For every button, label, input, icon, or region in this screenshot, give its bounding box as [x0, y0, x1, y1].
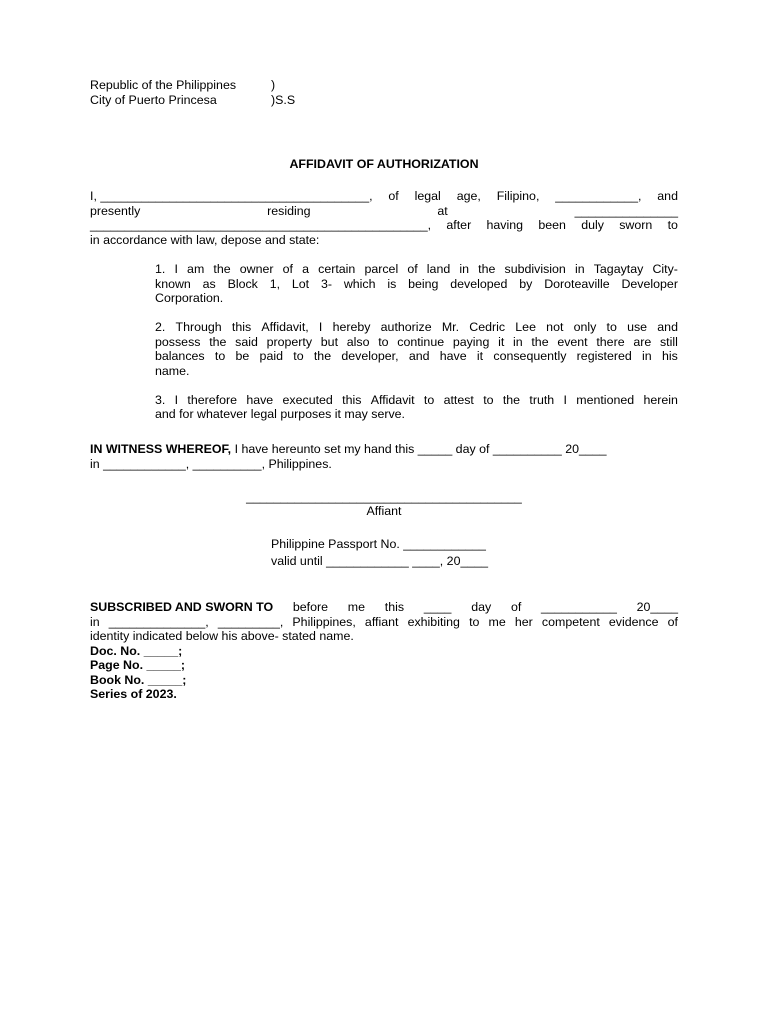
word: after: [446, 218, 472, 232]
word: in: [574, 262, 585, 276]
jurat-block: [90, 600, 678, 702]
signature-line: ________________________________________: [246, 490, 522, 504]
item-line: [155, 393, 678, 408]
word: at: [437, 203, 448, 218]
word: by: [519, 276, 533, 291]
word: to: [214, 349, 226, 363]
word: sworn: [619, 218, 653, 232]
word: be: [235, 349, 250, 363]
word: the: [209, 334, 227, 349]
word: Affidavit: [370, 392, 415, 407]
item-line: [155, 335, 678, 350]
word: to: [293, 349, 304, 363]
venue-country: Republic of the Philippines: [90, 78, 237, 92]
word: paid: [259, 349, 283, 363]
word: is: [387, 276, 397, 291]
witness-text: I have hereunto set my hand this _____ day of __________ 20____: [231, 442, 607, 456]
jurat-line-1: [90, 600, 678, 615]
word: this: [231, 320, 252, 334]
word: Filipino,: [496, 189, 540, 203]
jurat-line-2: [90, 615, 678, 630]
word: said: [235, 334, 258, 349]
intro-line-3: [90, 218, 678, 233]
word: 1,: [269, 276, 281, 291]
word: before: [292, 600, 329, 614]
word: in: [512, 334, 523, 349]
word: duly: [581, 218, 604, 232]
word: which: [343, 276, 376, 291]
word: 1.: [155, 262, 166, 276]
numbered-items: [155, 262, 678, 436]
word: possess: [155, 334, 201, 349]
word: been: [538, 218, 566, 232]
witness-clause: [90, 442, 678, 471]
series-year: Series of 2023.: [90, 687, 177, 701]
word: property: [266, 334, 313, 349]
book-number: Book No. _____;: [90, 672, 187, 687]
passport-block: [271, 536, 488, 569]
word: _________________________________________________,: [90, 218, 432, 232]
word: developer,: [341, 349, 399, 363]
item-line: [155, 320, 678, 335]
word: of: [388, 189, 399, 203]
word: the: [313, 349, 332, 363]
word: I: [174, 262, 178, 276]
word: land: [426, 262, 451, 276]
word: Developer: [621, 276, 678, 291]
item-2: [155, 320, 678, 378]
word: have: [246, 392, 274, 407]
word: Through: [175, 320, 222, 334]
word: in: [459, 262, 470, 276]
word: _________,: [217, 614, 284, 629]
word: but: [320, 334, 339, 349]
word: Mr.: [441, 320, 460, 334]
word: being: [408, 276, 439, 291]
word: to: [469, 614, 480, 629]
word: known: [155, 276, 191, 291]
word: hereby: [332, 320, 371, 334]
word: Lot: [291, 276, 310, 291]
word: consequently: [493, 349, 567, 363]
word: and: [657, 320, 678, 334]
word: registered: [576, 349, 632, 363]
word: 2.: [155, 320, 166, 334]
witness-line-1: [90, 442, 678, 457]
word: his: [661, 349, 678, 363]
word: this: [384, 600, 405, 614]
word: executed: [282, 392, 333, 407]
item-3: [155, 393, 678, 422]
word: a: [302, 262, 309, 276]
word: also: [346, 334, 370, 349]
word: in: [642, 349, 652, 363]
doc-number: Doc. No. _____;: [90, 643, 183, 658]
word: developed: [450, 276, 508, 291]
word: 3.: [155, 392, 166, 407]
intro-paragraph: [90, 189, 678, 247]
word: me: [347, 600, 366, 614]
word: only: [573, 320, 597, 334]
word: 20____: [636, 600, 678, 614]
word: the: [213, 262, 231, 276]
witness-line-2: in ____________, __________, Philippines.: [90, 456, 332, 471]
passport-validity-line: valid until ____________ ____, 20____: [271, 553, 489, 568]
word: to: [378, 334, 389, 349]
word: I, _______________________________________,: [90, 189, 373, 203]
word: attest: [443, 392, 474, 407]
word: competent: [541, 614, 600, 629]
intro-line-1: [90, 189, 678, 204]
word: authorize: [380, 320, 432, 334]
word: of: [510, 600, 522, 614]
word: City-: [652, 262, 678, 276]
word: subdivision: [504, 262, 566, 276]
word: her: [514, 614, 533, 629]
jurat-line-3: identity indicated below his above- stated name.: [90, 629, 354, 643]
word: continue: [397, 334, 445, 349]
word: Philippines,: [292, 614, 356, 629]
word: it: [476, 349, 484, 363]
word: I: [563, 392, 567, 407]
word: Block: [227, 276, 258, 291]
word: it: [498, 334, 505, 349]
venue-line: [90, 78, 276, 93]
word: event: [557, 334, 588, 349]
intro-line-2: [90, 204, 678, 219]
word: day: [471, 600, 492, 614]
word: to: [606, 320, 617, 334]
word: evidence: [608, 614, 659, 629]
word: to: [667, 218, 678, 232]
word: affiant: [364, 614, 399, 629]
word: the: [531, 334, 549, 349]
word: exhibiting: [407, 614, 460, 629]
word: ____________,: [555, 189, 642, 203]
word: Affidavit,: [261, 320, 309, 334]
word: owner: [239, 262, 274, 276]
word: and: [657, 189, 678, 203]
word: to: [423, 392, 435, 407]
intro-line-4: in accordance with law, depose and state:: [90, 232, 320, 247]
word: of: [282, 262, 293, 276]
word: Tagaytay: [593, 262, 644, 276]
word: this: [342, 392, 362, 407]
word: SUBSCRIBED AND SWORN TO: [90, 600, 274, 614]
item-line: and for whatever legal purposes it may serve.: [155, 407, 406, 421]
word: in: [90, 614, 100, 629]
passport-number-line: Philippine Passport No. ____________: [271, 537, 486, 551]
word: paying: [452, 334, 490, 349]
word: have: [439, 349, 467, 363]
word: me: [488, 614, 506, 629]
word: the: [502, 392, 521, 407]
word: of: [407, 262, 418, 276]
item-line: Corporation.: [155, 291, 224, 305]
word: certain: [318, 262, 356, 276]
venue-ss: )S.S: [271, 92, 296, 107]
venue-block: [90, 78, 296, 107]
word: I: [318, 320, 323, 334]
word: am: [187, 262, 205, 276]
word: legal: [414, 189, 441, 203]
venue-city: City of Puerto Princesa: [90, 92, 217, 107]
word: ______________,: [108, 614, 209, 629]
word: balances: [155, 349, 205, 363]
document-title: AFFIDAVIT OF AUTHORIZATION: [289, 157, 479, 171]
item-line: [155, 349, 678, 364]
word: Doroteaville: [544, 276, 610, 291]
item-line: [155, 277, 678, 292]
word: 3-: [320, 276, 332, 291]
word: mentioned: [576, 392, 635, 407]
word: therefore: [187, 392, 238, 407]
item-line: [155, 262, 678, 277]
word: having: [486, 218, 524, 232]
word: Lee: [515, 320, 536, 334]
affiant-label: Affiant: [366, 504, 402, 518]
word: age,: [456, 189, 481, 203]
word: not: [546, 320, 564, 334]
word: Cedric: [469, 320, 506, 334]
item-1: [155, 262, 678, 306]
word: there: [596, 334, 625, 349]
venue-line: [90, 92, 296, 108]
word: as: [202, 276, 216, 291]
word: of: [667, 614, 678, 629]
word: residing: [267, 203, 311, 218]
page-number: Page No. _____;: [90, 658, 186, 672]
word: to: [483, 392, 494, 407]
word: truth: [529, 392, 555, 407]
word: ___________: [541, 600, 617, 614]
item-line: name.: [155, 363, 190, 378]
word: are: [633, 334, 652, 349]
word: the: [478, 262, 496, 276]
word: parcel: [364, 262, 399, 276]
witness-heading: IN WITNESS WHEREOF,: [90, 442, 232, 456]
word: I: [174, 392, 179, 407]
word: use: [627, 320, 648, 334]
word: and: [408, 349, 430, 363]
venue-bracket: ): [271, 78, 276, 92]
word: ____: [423, 600, 452, 614]
word: _______________: [574, 203, 678, 218]
word: herein: [643, 392, 678, 407]
word: still: [659, 334, 678, 349]
word: presently: [90, 203, 141, 218]
